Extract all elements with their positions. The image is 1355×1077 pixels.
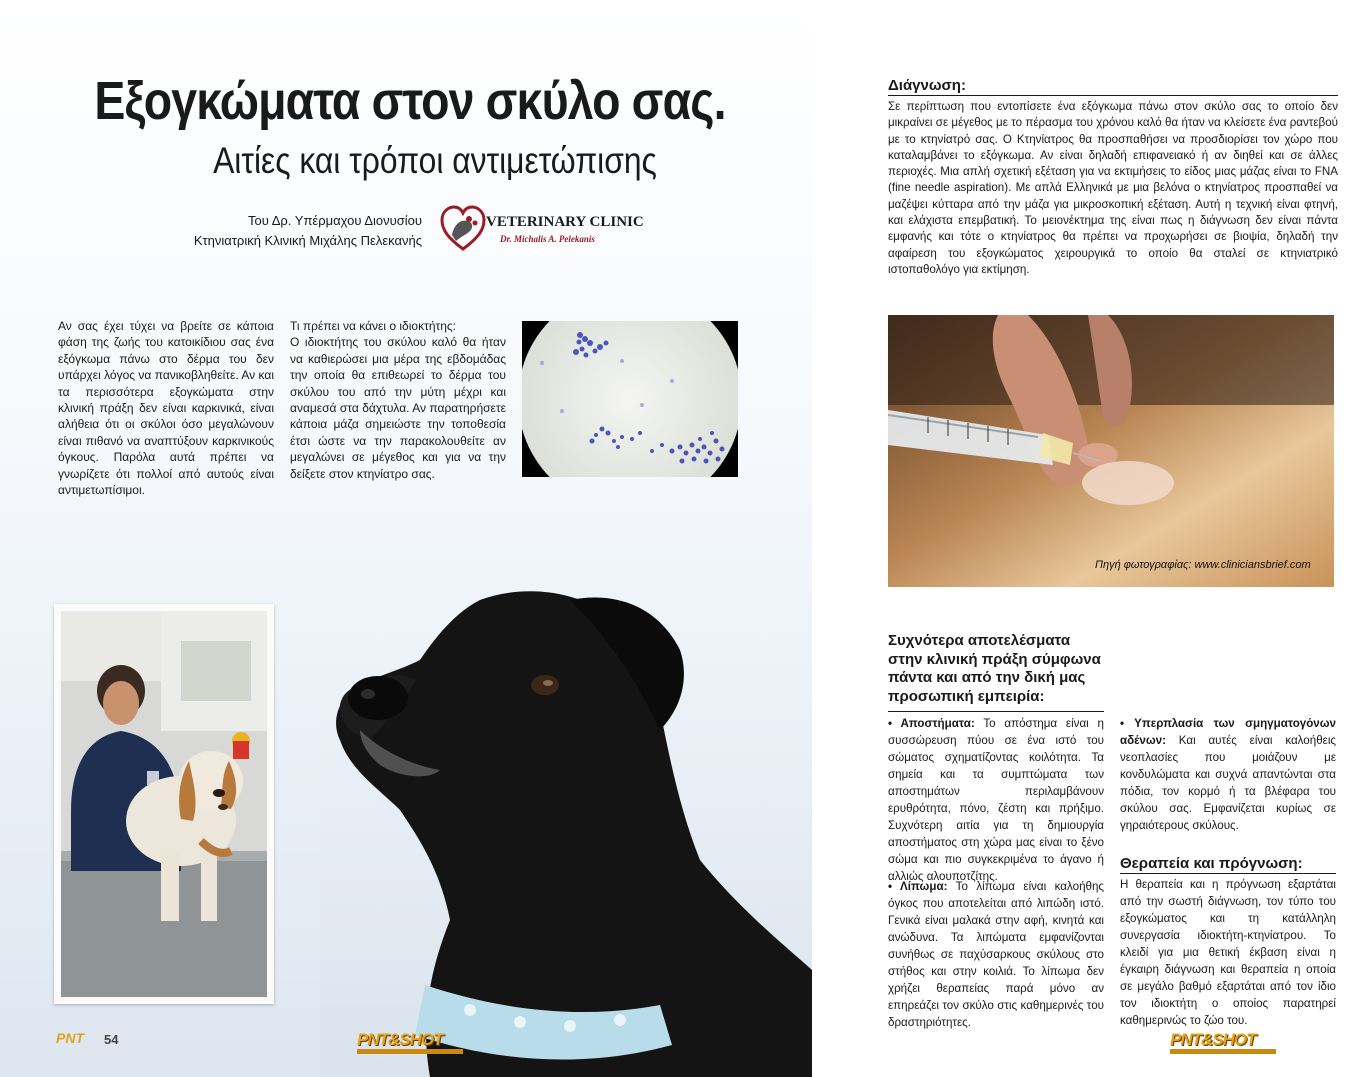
clinic-name: VETERINARY CLINIC [486,214,644,230]
therapy-paragraph: Η θεραπεία και η πρόγνωση εξαρτάται από την σωστή διάγνωση, τον τύπο του εξογκώματος και τη κατάλληλη συνεργασία ιδιοκτήτη-κτηνίατρου. Το κλειδί για μια θετική έκβαση είναι η έγκαιρη διάγνωση και θεραπεία η οποία σε μεγάλο βαθμό εξαρτάται από τον ίδιο τον ιδιοκτήτη ο οποίος παρατηρεί καθημερινώς το ζώο του. [1120,878,1336,1027]
common-results-rule [888,711,1104,712]
lipoma-column [888,878,1104,1031]
heart-paw-icon [440,205,486,253]
black-dog-photo [320,590,812,1077]
magazine-logo-right [1170,1030,1276,1056]
intro-paragraph: Αν σας έχει τύχει να βρείτε σε κάποια φάση της ζωής του κατοικίδιου σας ένα εξόγκωμα πάνω στο δέρμα του δεν υπάρχει λόγος να πανικοβληθείτε. Αν και τα περισσότερα εξογκώματα στην κλινική πράξη δεν είναι καρκινικά, είναι αλήθεια ότι οι σκύλοι όσο μεγαλώνουν είναι πιθανό να αναπτύξουν καρκινικούς όγκους. Παρόλα αυτά πρέπει να γνωρίζετε ότι πολλοί από αυτούς είναι αντιμετωπίσιμοι. [58,319,274,498]
clinic-doctor: Dr. Michalis A. Pelekanis [500,234,595,244]
abscess-paragraph [888,715,1104,885]
diagnosis-paragraph: Σε περίπτωση που εντοπίσετε ένα εξόγκωμα πάνω στον σκύλο σας το οποίο δεν μικραίνει σε μέγεθος με το πέρασμα του χρόνου καλό θα ήταν να κλείσετε ένα ραντεβού με το κτηνίατρό σας. Ο Κτηνίατρος θα προσπαθήσει να προσδιορίσει τον χώρο που καταλαμβάνει το εξόγκωμα. Αν είναι δηλαδή επιφανειακό ή αν διηθεί και σε άλλες περιοχές. Μια απλή σχετική εξέταση για να εκτιμήσεις το είδος μιας μάζας είναι το FNA (fine needle aspiration). Με απλά Ελληνικά με μια βελόνα ο κτηνίατρος προσπαθεί να μαζέψει κύτταρα από την μάζα για μικροσκοπική εξέταση. Αυτή η τεχνική είναι φτηνή, και ελάχιστα επεμβατική. Το μειονέκτημα της είναι πως η διάγνωση δεν είναι πάντα εμφανής και τότε ο κτηνίατρος θα πρέπει να προχωρήσει σε βιοψία, δηλαδή την αφαίρεση του εξογκώματος χειρουργικά το οποίο θα σταλεί σε κτηνιατρικό ιστοπαθολόγο για εκτίμηση. [888,100,1338,276]
common-results-heading: Συχνότερα αποτελέσματα στην κλινική πράξη σύμφωνα πάντα και από την δική μας προσωπική εμπειρία: [888,632,1101,705]
byline-author: Του Δρ. Υπέρμαχου Διονυσίου [247,213,422,228]
clinic-logo [440,205,644,253]
hyperplasia-paragraph [1120,715,1336,834]
abscess-label: • Αποστήματα: [888,717,975,730]
article-title: Εξογκώματα στον σκύλο σας. [94,71,726,131]
vet-photo-frame [54,604,274,1004]
owner-column [290,318,506,482]
diagnosis-column [888,99,1338,278]
magazine-logo-left [357,1030,463,1056]
magazine-logo-text: PNT&SHOT [357,1030,443,1049]
byline-clinic: Κτηνιατρική Κλινική Μιχάλης Πελεκανής [193,233,422,248]
lipoma-label: • Λίπωμα: [888,880,948,893]
hyperplasia-label: • Υπερπλασία των σμηγματογόνων αδένων: [1120,717,1336,747]
photo-credit: Πηγή φωτογραφίας: www.cliniciansbrief.com [1095,559,1311,571]
abscess-column [888,715,1104,885]
intro-column [58,318,274,498]
byline [140,211,422,251]
lipoma-text: Το λίπωμα είναι καλοήθης όγκος που αποτελείται από λιπώδη ιστό. Γενικά είναι μαλακά στην αφή, κινητά και ανώδυνα. Τα λιπώματα εμφανίζονται συνήθως σε παχύσαρκους σκύλους στο στήθος και στην κοιλιά. Το λίπωμα δεν χρήζει θεραπείας παρά μόνο αν επηρεάζει τον σκύλο στις καθημερινές του δραστηριότητες. [888,880,1104,1029]
lipoma-paragraph [888,878,1104,1031]
page-number: 54 [104,1032,119,1047]
magazine-logo-text-right: PNT&SHOT [1170,1030,1256,1049]
fna-syringe-photo [888,315,1334,587]
therapy-column [1120,876,1336,1029]
owner-heading: Τι πρέπει να κάνει ο ιδιοκτήτης: [290,319,457,333]
abscess-text: Το απόστημα είναι η συσσώρευση πύου σε ένα ιστό του σώματος σχηματίζοντας κοιλότητα. Τα σημεία και τα συμπτώματα των αποστημάτων περιλαμβάνουν ερυθρότητα, πόνο, ζέστη και πρήξιμο. Συχνότερη αιτία για τη δημιουργία αποστήματος στη χώρα μας είναι το ξένο σώμα και πιο συγκεκριμένα το άγανο ή αλλιώς αλουποτζίτης. [888,717,1104,883]
hyperplasia-text: Και αυτές είναι καλοήθεις νεοπλασίες που μοιάζουν με κονδυλώματα και συχνά απαντώνται στα πόδια, τον κορμό ή τα βλέφαρα του σκύλου σας. Εμφανίζεται κυρίως σε γηραιότερους σκύλους. [1120,734,1336,832]
magazine-logo-tagline-bar [357,1049,463,1054]
vet-with-beagle-photo [61,611,267,997]
diagnosis-rule [888,95,1338,96]
therapy-rule [1120,873,1336,874]
hyperplasia-column [1120,715,1336,834]
owner-paragraph: Ο ιδιοκτήτης του σκύλου καλό θα ήταν να καθιερώσει μια μέρα της εβδομάδας την οποία θα επιθεωρεί το δέρμα του σκύλου του από την μύτη μέχρι και αναμεσά στα δάχτυλα. Αν παρατηρήσετε κάποια μάζα σημειώστε την τοποθεσία έτσι ώστε να την παρακολουθείτε αν μεγαλώνει σε μέγεθος και για να την δείξετε στον κτηνίατρο σας. [290,335,506,481]
microscope-image [522,321,738,477]
folio-brand: PNT [56,1030,84,1046]
magazine-logo-tagline-bar-right [1170,1049,1276,1054]
therapy-heading: Θεραπεία και πρόγνωση: [1120,855,1303,872]
article-subtitle: Αιτίες και τρόποι αντιμετώπισης [213,140,657,181]
diagnosis-heading: Διάγνωση: [888,77,966,94]
